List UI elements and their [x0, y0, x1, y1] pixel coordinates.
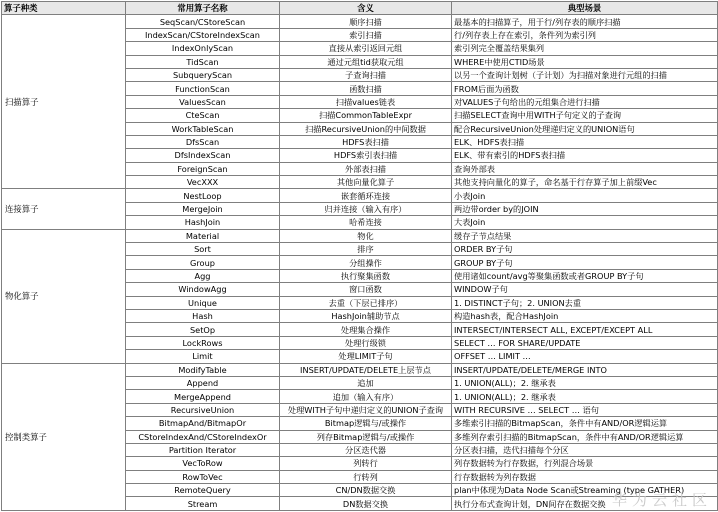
- scenario-cell: 小表Join: [452, 189, 718, 202]
- scenario-cell: WINDOW子句: [452, 283, 718, 296]
- scenario-cell: WHERE中使用CTID场景: [452, 55, 718, 68]
- meaning-cell: 顺序扫描: [280, 15, 452, 28]
- meaning-cell: HDFS表扫描: [280, 135, 452, 148]
- operator-cell: LockRows: [126, 336, 280, 349]
- meaning-cell: 处理集合操作: [280, 323, 452, 336]
- meaning-cell: 去重（下层已排序）: [280, 296, 452, 309]
- operator-cell: Sort: [126, 243, 280, 256]
- scenario-cell: plan中体现为Data Node Scan或Streaming (type GATHER): [452, 484, 718, 497]
- meaning-cell: 扫描RecursiveUnion的中间数据: [280, 122, 452, 135]
- operator-table: [1, 1, 718, 511]
- operator-cell: Unique: [126, 296, 280, 309]
- meaning-cell: 直接从索引返回元组: [280, 42, 452, 55]
- scenario-cell: ORDER BY子句: [452, 243, 718, 256]
- watermark: 华为云社区: [611, 491, 712, 509]
- scenario-cell: INTERSECT/INTERSECT ALL, EXCEPT/EXCEPT ALL: [452, 323, 718, 336]
- operator-cell: WorkTableScan: [126, 122, 280, 135]
- scenario-cell: 其他支持向量化的算子，命名基于行存算子加上前缀Vec: [452, 176, 718, 189]
- scenario-cell: 1. DISTINCT子句；2. UNION去重: [452, 296, 718, 309]
- scenario-cell: 行存数据转为列存数据: [452, 470, 718, 483]
- category-cell: 扫描算子: [2, 15, 126, 189]
- table-row: [2, 15, 718, 28]
- meaning-cell: 函数扫描: [280, 82, 452, 95]
- category-cell: 连接算子: [2, 189, 126, 229]
- operator-cell: ValuesScan: [126, 95, 280, 108]
- meaning-cell: 嵌套循环连接: [280, 189, 452, 202]
- scenario-cell: 索引列完全覆盖结果集列: [452, 42, 718, 55]
- meaning-cell: DN数据交换: [280, 497, 452, 510]
- operator-cell: MergeAppend: [126, 390, 280, 403]
- meaning-cell: 处理LIMIT子句: [280, 350, 452, 363]
- operator-cell: Agg: [126, 269, 280, 282]
- meaning-cell: 子查询扫描: [280, 68, 452, 81]
- scenario-cell: SELECT … FOR SHARE/UPDATE: [452, 336, 718, 349]
- operator-cell: RowToVec: [126, 470, 280, 483]
- operator-cell: Stream: [126, 497, 280, 510]
- operator-cell: SetOp: [126, 323, 280, 336]
- operator-cell: RemoteQuery: [126, 484, 280, 497]
- meaning-cell: HDFS索引表扫描: [280, 149, 452, 162]
- meaning-cell: HashJoin辅助节点: [280, 309, 452, 322]
- operator-cell: VecXXX: [126, 176, 280, 189]
- meaning-cell: 追加（输入有序）: [280, 390, 452, 403]
- header-category: 算子种类: [2, 2, 126, 15]
- scenario-cell: 扫描SELECT查询中用WITH子句定义的子查询: [452, 109, 718, 122]
- scenario-cell: FROM后面为函数: [452, 82, 718, 95]
- table-body: [2, 15, 718, 510]
- operator-cell: Material: [126, 229, 280, 242]
- meaning-cell: 行转列: [280, 470, 452, 483]
- meaning-cell: Bitmap逻辑与/或操作: [280, 417, 452, 430]
- meaning-cell: 执行聚集函数: [280, 269, 452, 282]
- meaning-cell: 索引扫描: [280, 28, 452, 41]
- header-scenario: 典型场景: [452, 2, 718, 15]
- operator-cell: VecToRow: [126, 457, 280, 470]
- meaning-cell: 通过元组tid获取元组: [280, 55, 452, 68]
- operator-cell: Limit: [126, 350, 280, 363]
- operator-cell: HashJoin: [126, 216, 280, 229]
- meaning-cell: 物化: [280, 229, 452, 242]
- meaning-cell: 扫描values链表: [280, 95, 452, 108]
- operator-cell: CStoreIndexAnd/CStoreIndexOr: [126, 430, 280, 443]
- scenario-cell: 行/列存表上存在索引，条件列为索引列: [452, 28, 718, 41]
- operator-cell: ModifyTable: [126, 363, 280, 376]
- operator-cell: DfsIndexScan: [126, 149, 280, 162]
- operator-cell: BitmapAnd/BitmapOr: [126, 417, 280, 430]
- operator-cell: SubqueryScan: [126, 68, 280, 81]
- meaning-cell: 排序: [280, 243, 452, 256]
- scenario-cell: 多维列存索引扫描的BitmapScan，条件中有AND/OR逻辑运算: [452, 430, 718, 443]
- operator-cell: TidScan: [126, 55, 280, 68]
- meaning-cell: 处理行级锁: [280, 336, 452, 349]
- meaning-cell: 归并连接（输入有序）: [280, 202, 452, 215]
- meaning-cell: INSERT/UPDATE/DELETE上层节点: [280, 363, 452, 376]
- meaning-cell: CN/DN数据交换: [280, 484, 452, 497]
- scenario-cell: 多维索引扫描的BitmapScan，条件中有AND/OR逻辑运算: [452, 417, 718, 430]
- scenario-cell: OFFSET … LIMIT …: [452, 350, 718, 363]
- meaning-cell: 处理WITH子句中递归定义的UNION子查询: [280, 403, 452, 416]
- scenario-cell: ELK、HDFS表扫描: [452, 135, 718, 148]
- operator-cell: Partition Iterator: [126, 443, 280, 456]
- category-cell: 物化算子: [2, 229, 126, 363]
- category-cell: 控制类算子: [2, 363, 126, 510]
- scenario-cell: 查询外部表: [452, 162, 718, 175]
- meaning-cell: 列转行: [280, 457, 452, 470]
- operator-cell: RecursiveUnion: [126, 403, 280, 416]
- operator-cell: Hash: [126, 309, 280, 322]
- header-row: [2, 2, 718, 15]
- scenario-cell: 两边带order by的JOIN: [452, 202, 718, 215]
- scenario-cell: 构造hash表，配合HashJoin: [452, 309, 718, 322]
- meaning-cell: 扫描CommonTableExpr: [280, 109, 452, 122]
- scenario-cell: WITH RECURSIVE … SELECT … 语句: [452, 403, 718, 416]
- scenario-cell: 对VALUES子句给出的元组集合进行扫描: [452, 95, 718, 108]
- meaning-cell: 分组操作: [280, 256, 452, 269]
- scenario-cell: 最基本的扫描算子，用于行/列存表的顺序扫描: [452, 15, 718, 28]
- operator-cell: FunctionScan: [126, 82, 280, 95]
- meaning-cell: 其他向量化算子: [280, 176, 452, 189]
- scenario-cell: 1. UNION(ALL)；2. 继承表: [452, 376, 718, 389]
- operator-cell: MergeJoin: [126, 202, 280, 215]
- scenario-cell: 1. UNION(ALL)；2. 继承表: [452, 390, 718, 403]
- scenario-cell: 缓存子节点结果: [452, 229, 718, 242]
- scenario-cell: 配合RecursiveUnion处理递归定义的UNION语句: [452, 122, 718, 135]
- operator-cell: WindowAgg: [126, 283, 280, 296]
- operator-cell: Group: [126, 256, 280, 269]
- operator-cell: CteScan: [126, 109, 280, 122]
- operator-cell: Append: [126, 376, 280, 389]
- header-operator: 常用算子名称: [126, 2, 280, 15]
- operator-cell: ForeignScan: [126, 162, 280, 175]
- scenario-cell: 使用诸如count/avg等聚集函数或者GROUP BY子句: [452, 269, 718, 282]
- table-row: [2, 229, 718, 242]
- header-meaning: 含义: [280, 2, 452, 15]
- scenario-cell: 大表Join: [452, 216, 718, 229]
- scenario-cell: 以另一个查询计划树（子计划）为扫描对象进行元组的扫描: [452, 68, 718, 81]
- meaning-cell: 分区迭代器: [280, 443, 452, 456]
- scenario-cell: 分区表扫描，迭代扫描每个分区: [452, 443, 718, 456]
- operator-cell: IndexScan/CStoreIndexScan: [126, 28, 280, 41]
- table-row: [2, 189, 718, 202]
- scenario-cell: 列存数据转为行存数据，行列混合场景: [452, 457, 718, 470]
- operator-cell: NestLoop: [126, 189, 280, 202]
- meaning-cell: 哈希连接: [280, 216, 452, 229]
- meaning-cell: 追加: [280, 376, 452, 389]
- scenario-cell: GROUP BY子句: [452, 256, 718, 269]
- scenario-cell: 执行分布式查询计划，DN间存在数据交换: [452, 497, 718, 510]
- table-row: [2, 363, 718, 376]
- meaning-cell: 窗口函数: [280, 283, 452, 296]
- meaning-cell: 外部表扫描: [280, 162, 452, 175]
- scenario-cell: INSERT/UPDATE/DELETE/MERGE INTO: [452, 363, 718, 376]
- operator-cell: IndexOnlyScan: [126, 42, 280, 55]
- meaning-cell: 列存Bitmap逻辑与/或操作: [280, 430, 452, 443]
- scenario-cell: ELK、带有索引的HDFS表扫描: [452, 149, 718, 162]
- operator-cell: DfsScan: [126, 135, 280, 148]
- operator-cell: SeqScan/CStoreScan: [126, 15, 280, 28]
